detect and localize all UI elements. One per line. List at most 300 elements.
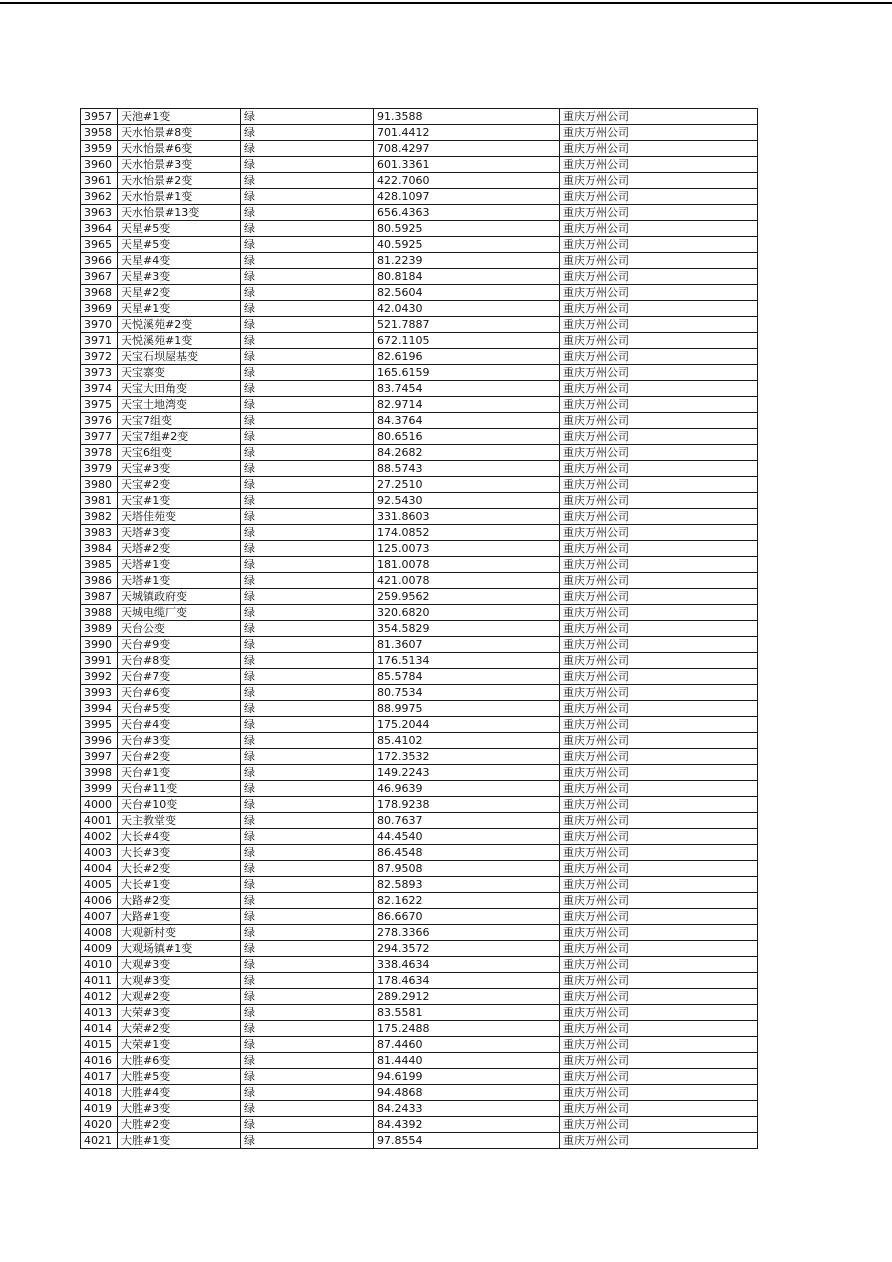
cell-value: 82.5604 (374, 285, 560, 301)
cell-company: 重庆万州公司 (560, 349, 758, 365)
table-row (81, 781, 758, 797)
cell-id: 3994 (81, 701, 118, 717)
cell-name: 大荣#1变 (118, 1037, 241, 1053)
table-row (81, 1069, 758, 1085)
cell-id: 4016 (81, 1053, 118, 1069)
cell-company: 重庆万州公司 (560, 669, 758, 685)
cell-status: 绿 (241, 397, 374, 413)
cell-status: 绿 (241, 381, 374, 397)
cell-name: 天塔#2变 (118, 541, 241, 557)
cell-id: 4008 (81, 925, 118, 941)
cell-company: 重庆万州公司 (560, 813, 758, 829)
cell-name: 天台公变 (118, 621, 241, 637)
cell-status: 绿 (241, 765, 374, 781)
cell-id: 3986 (81, 573, 118, 589)
cell-id: 3965 (81, 237, 118, 253)
cell-status: 绿 (241, 1053, 374, 1069)
cell-company: 重庆万州公司 (560, 1117, 758, 1133)
cell-name: 天城镇政府变 (118, 589, 241, 605)
cell-value: 421.0078 (374, 573, 560, 589)
cell-company: 重庆万州公司 (560, 237, 758, 253)
cell-value: 87.9508 (374, 861, 560, 877)
cell-status: 绿 (241, 1037, 374, 1053)
cell-name: 天星#5变 (118, 237, 241, 253)
cell-value: 125.0073 (374, 541, 560, 557)
cell-name: 天台#10变 (118, 797, 241, 813)
cell-id: 4004 (81, 861, 118, 877)
cell-id: 3995 (81, 717, 118, 733)
cell-id: 3974 (81, 381, 118, 397)
cell-status: 绿 (241, 429, 374, 445)
cell-company: 重庆万州公司 (560, 109, 758, 125)
table-row (81, 1037, 758, 1053)
table-row (81, 989, 758, 1005)
cell-value: 165.6159 (374, 365, 560, 381)
cell-value: 422.7060 (374, 173, 560, 189)
cell-name: 天台#4变 (118, 717, 241, 733)
cell-value: 289.2912 (374, 989, 560, 1005)
table-row (81, 1101, 758, 1117)
cell-value: 91.3588 (374, 109, 560, 125)
cell-value: 278.3366 (374, 925, 560, 941)
table-row (81, 541, 758, 557)
table-row (81, 349, 758, 365)
cell-company: 重庆万州公司 (560, 845, 758, 861)
cell-value: 81.3607 (374, 637, 560, 653)
cell-company: 重庆万州公司 (560, 493, 758, 509)
cell-value: 338.4634 (374, 957, 560, 973)
top-rule-divider (0, 2, 892, 4)
cell-company: 重庆万州公司 (560, 797, 758, 813)
cell-name: 天水怡景#13变 (118, 205, 241, 221)
cell-id: 3971 (81, 333, 118, 349)
cell-value: 80.6516 (374, 429, 560, 445)
table-row (81, 573, 758, 589)
cell-name: 大长#2变 (118, 861, 241, 877)
cell-value: 82.6196 (374, 349, 560, 365)
cell-name: 天水怡景#3变 (118, 157, 241, 173)
cell-id: 3988 (81, 605, 118, 621)
cell-name: 天星#5变 (118, 221, 241, 237)
cell-status: 绿 (241, 925, 374, 941)
cell-company: 重庆万州公司 (560, 733, 758, 749)
cell-status: 绿 (241, 205, 374, 221)
table-row (81, 957, 758, 973)
cell-name: 天台#1变 (118, 765, 241, 781)
cell-name: 天塔佳苑变 (118, 509, 241, 525)
cell-value: 174.0852 (374, 525, 560, 541)
cell-name: 天台#11变 (118, 781, 241, 797)
cell-status: 绿 (241, 637, 374, 653)
table-row (81, 461, 758, 477)
cell-status: 绿 (241, 365, 374, 381)
cell-company: 重庆万州公司 (560, 957, 758, 973)
table-row (81, 237, 758, 253)
cell-company: 重庆万州公司 (560, 781, 758, 797)
cell-company: 重庆万州公司 (560, 157, 758, 173)
cell-value: 83.5581 (374, 1005, 560, 1021)
table-row (81, 253, 758, 269)
cell-name: 大观新村变 (118, 925, 241, 941)
cell-company: 重庆万州公司 (560, 605, 758, 621)
table-row (81, 797, 758, 813)
cell-name: 天宝石坝屋基变 (118, 349, 241, 365)
cell-name: 天塔#3变 (118, 525, 241, 541)
cell-status: 绿 (241, 269, 374, 285)
cell-name: 天悦溪苑#1变 (118, 333, 241, 349)
cell-id: 4009 (81, 941, 118, 957)
table-row (81, 333, 758, 349)
cell-id: 3957 (81, 109, 118, 125)
cell-id: 4003 (81, 845, 118, 861)
cell-status: 绿 (241, 349, 374, 365)
cell-id: 3980 (81, 477, 118, 493)
table-row (81, 829, 758, 845)
cell-status: 绿 (241, 669, 374, 685)
table-row (81, 845, 758, 861)
cell-id: 3968 (81, 285, 118, 301)
cell-value: 81.2239 (374, 253, 560, 269)
cell-value: 701.4412 (374, 125, 560, 141)
cell-id: 4017 (81, 1069, 118, 1085)
cell-status: 绿 (241, 941, 374, 957)
cell-status: 绿 (241, 285, 374, 301)
cell-id: 3984 (81, 541, 118, 557)
cell-name: 天水怡景#6变 (118, 141, 241, 157)
table-row (81, 189, 758, 205)
cell-id: 3999 (81, 781, 118, 797)
table-row (81, 157, 758, 173)
cell-company: 重庆万州公司 (560, 429, 758, 445)
cell-status: 绿 (241, 701, 374, 717)
cell-status: 绿 (241, 525, 374, 541)
cell-status: 绿 (241, 605, 374, 621)
cell-name: 天星#1变 (118, 301, 241, 317)
cell-company: 重庆万州公司 (560, 861, 758, 877)
cell-company: 重庆万州公司 (560, 1053, 758, 1069)
cell-company: 重庆万州公司 (560, 941, 758, 957)
cell-status: 绿 (241, 125, 374, 141)
cell-company: 重庆万州公司 (560, 509, 758, 525)
cell-value: 40.5925 (374, 237, 560, 253)
cell-status: 绿 (241, 221, 374, 237)
cell-value: 80.7637 (374, 813, 560, 829)
cell-company: 重庆万州公司 (560, 413, 758, 429)
cell-id: 4011 (81, 973, 118, 989)
cell-id: 3992 (81, 669, 118, 685)
cell-value: 80.8184 (374, 269, 560, 285)
cell-status: 绿 (241, 749, 374, 765)
cell-name: 大长#4变 (118, 829, 241, 845)
cell-status: 绿 (241, 557, 374, 573)
cell-status: 绿 (241, 253, 374, 269)
cell-company: 重庆万州公司 (560, 525, 758, 541)
cell-id: 3990 (81, 637, 118, 653)
cell-id: 3976 (81, 413, 118, 429)
cell-company: 重庆万州公司 (560, 717, 758, 733)
cell-status: 绿 (241, 573, 374, 589)
cell-company: 重庆万州公司 (560, 477, 758, 493)
cell-name: 天台#5变 (118, 701, 241, 717)
cell-company: 重庆万州公司 (560, 557, 758, 573)
table-row (81, 509, 758, 525)
cell-value: 176.5134 (374, 653, 560, 669)
cell-name: 天宝7组#2变 (118, 429, 241, 445)
cell-name: 大胜#5变 (118, 1069, 241, 1085)
cell-company: 重庆万州公司 (560, 685, 758, 701)
cell-id: 3966 (81, 253, 118, 269)
substation-table-body (81, 109, 758, 1149)
cell-company: 重庆万州公司 (560, 621, 758, 637)
cell-company: 重庆万州公司 (560, 269, 758, 285)
table-row (81, 685, 758, 701)
cell-value: 88.5743 (374, 461, 560, 477)
table-row (81, 429, 758, 445)
table-row (81, 221, 758, 237)
cell-status: 绿 (241, 797, 374, 813)
cell-company: 重庆万州公司 (560, 205, 758, 221)
cell-value: 94.4868 (374, 1085, 560, 1101)
cell-status: 绿 (241, 109, 374, 125)
cell-value: 172.3532 (374, 749, 560, 765)
cell-id: 4013 (81, 1005, 118, 1021)
table-row (81, 925, 758, 941)
cell-company: 重庆万州公司 (560, 637, 758, 653)
cell-id: 3978 (81, 445, 118, 461)
cell-id: 3991 (81, 653, 118, 669)
table-row (81, 365, 758, 381)
cell-name: 天水怡景#8变 (118, 125, 241, 141)
table-row (81, 717, 758, 733)
cell-value: 85.5784 (374, 669, 560, 685)
cell-company: 重庆万州公司 (560, 397, 758, 413)
cell-status: 绿 (241, 973, 374, 989)
cell-company: 重庆万州公司 (560, 749, 758, 765)
cell-name: 大胜#3变 (118, 1101, 241, 1117)
cell-company: 重庆万州公司 (560, 1069, 758, 1085)
cell-company: 重庆万州公司 (560, 701, 758, 717)
cell-id: 4012 (81, 989, 118, 1005)
table-row (81, 301, 758, 317)
cell-value: 331.8603 (374, 509, 560, 525)
cell-value: 85.4102 (374, 733, 560, 749)
cell-company: 重庆万州公司 (560, 989, 758, 1005)
cell-status: 绿 (241, 1005, 374, 1021)
cell-value: 354.5829 (374, 621, 560, 637)
cell-status: 绿 (241, 157, 374, 173)
cell-id: 3961 (81, 173, 118, 189)
cell-id: 3972 (81, 349, 118, 365)
cell-value: 82.5893 (374, 877, 560, 893)
cell-name: 大长#3变 (118, 845, 241, 861)
cell-value: 672.1105 (374, 333, 560, 349)
substation-table (80, 108, 758, 1149)
table-row (81, 653, 758, 669)
cell-id: 4018 (81, 1085, 118, 1101)
cell-status: 绿 (241, 829, 374, 845)
cell-name: 大长#1变 (118, 877, 241, 893)
cell-id: 3967 (81, 269, 118, 285)
table-row (81, 125, 758, 141)
cell-name: 大荣#2变 (118, 1021, 241, 1037)
cell-name: 天星#4变 (118, 253, 241, 269)
cell-id: 3977 (81, 429, 118, 445)
cell-status: 绿 (241, 1133, 374, 1149)
table-row (81, 669, 758, 685)
cell-company: 重庆万州公司 (560, 189, 758, 205)
cell-company: 重庆万州公司 (560, 333, 758, 349)
cell-status: 绿 (241, 1117, 374, 1133)
cell-id: 3979 (81, 461, 118, 477)
table-row (81, 269, 758, 285)
cell-name: 天台#7变 (118, 669, 241, 685)
cell-name: 大观#3变 (118, 957, 241, 973)
cell-company: 重庆万州公司 (560, 301, 758, 317)
cell-name: 天宝#3变 (118, 461, 241, 477)
cell-id: 3958 (81, 125, 118, 141)
cell-name: 大胜#1变 (118, 1133, 241, 1149)
table-row (81, 637, 758, 653)
cell-name: 天宝#2变 (118, 477, 241, 493)
cell-status: 绿 (241, 845, 374, 861)
cell-id: 4014 (81, 1021, 118, 1037)
cell-name: 大荣#3变 (118, 1005, 241, 1021)
cell-status: 绿 (241, 781, 374, 797)
cell-status: 绿 (241, 877, 374, 893)
cell-name: 天宝#1变 (118, 493, 241, 509)
cell-value: 44.4540 (374, 829, 560, 845)
cell-company: 重庆万州公司 (560, 973, 758, 989)
cell-status: 绿 (241, 861, 374, 877)
cell-name: 大胜#6变 (118, 1053, 241, 1069)
cell-status: 绿 (241, 477, 374, 493)
cell-status: 绿 (241, 813, 374, 829)
cell-company: 重庆万州公司 (560, 877, 758, 893)
cell-value: 80.5925 (374, 221, 560, 237)
cell-id: 4019 (81, 1101, 118, 1117)
cell-name: 天主教堂变 (118, 813, 241, 829)
cell-company: 重庆万州公司 (560, 893, 758, 909)
cell-name: 天台#3变 (118, 733, 241, 749)
cell-status: 绿 (241, 1101, 374, 1117)
cell-company: 重庆万州公司 (560, 1005, 758, 1021)
table-row (81, 141, 758, 157)
cell-id: 4021 (81, 1133, 118, 1149)
cell-name: 天水怡景#2变 (118, 173, 241, 189)
cell-value: 656.4363 (374, 205, 560, 221)
cell-company: 重庆万州公司 (560, 285, 758, 301)
cell-id: 3981 (81, 493, 118, 509)
cell-company: 重庆万州公司 (560, 381, 758, 397)
cell-status: 绿 (241, 493, 374, 509)
table-row (81, 621, 758, 637)
cell-id: 4005 (81, 877, 118, 893)
cell-value: 175.2044 (374, 717, 560, 733)
cell-company: 重庆万州公司 (560, 1133, 758, 1149)
cell-value: 27.2510 (374, 477, 560, 493)
table-row (81, 381, 758, 397)
cell-status: 绿 (241, 909, 374, 925)
cell-value: 708.4297 (374, 141, 560, 157)
cell-id: 3962 (81, 189, 118, 205)
cell-name: 天城电缆厂变 (118, 605, 241, 621)
table-row (81, 1117, 758, 1133)
table-row (81, 1005, 758, 1021)
table-row (81, 1021, 758, 1037)
cell-id: 3989 (81, 621, 118, 637)
cell-id: 3996 (81, 733, 118, 749)
cell-status: 绿 (241, 173, 374, 189)
cell-id: 4000 (81, 797, 118, 813)
cell-status: 绿 (241, 541, 374, 557)
cell-value: 46.9639 (374, 781, 560, 797)
cell-status: 绿 (241, 1021, 374, 1037)
cell-status: 绿 (241, 445, 374, 461)
cell-status: 绿 (241, 509, 374, 525)
cell-name: 大观#2变 (118, 989, 241, 1005)
cell-status: 绿 (241, 141, 374, 157)
cell-id: 3983 (81, 525, 118, 541)
cell-id: 3982 (81, 509, 118, 525)
cell-company: 重庆万州公司 (560, 909, 758, 925)
cell-name: 天宝土地湾变 (118, 397, 241, 413)
cell-id: 4015 (81, 1037, 118, 1053)
cell-company: 重庆万州公司 (560, 141, 758, 157)
cell-value: 175.2488 (374, 1021, 560, 1037)
cell-name: 天宝大田角变 (118, 381, 241, 397)
table-row (81, 1133, 758, 1149)
table-row (81, 477, 758, 493)
cell-name: 天塔#1变 (118, 573, 241, 589)
cell-value: 294.3572 (374, 941, 560, 957)
cell-value: 259.9562 (374, 589, 560, 605)
cell-name: 大观#3变 (118, 973, 241, 989)
cell-company: 重庆万州公司 (560, 365, 758, 381)
cell-status: 绿 (241, 957, 374, 973)
cell-value: 178.9238 (374, 797, 560, 813)
cell-id: 3970 (81, 317, 118, 333)
table-row (81, 909, 758, 925)
cell-id: 3973 (81, 365, 118, 381)
cell-status: 绿 (241, 461, 374, 477)
cell-name: 天宝寨变 (118, 365, 241, 381)
table-row (81, 877, 758, 893)
cell-id: 3960 (81, 157, 118, 173)
table-row (81, 173, 758, 189)
cell-name: 天台#2变 (118, 749, 241, 765)
cell-company: 重庆万州公司 (560, 253, 758, 269)
cell-company: 重庆万州公司 (560, 765, 758, 781)
cell-value: 82.9714 (374, 397, 560, 413)
cell-value: 82.1622 (374, 893, 560, 909)
table-row (81, 973, 758, 989)
cell-id: 3975 (81, 397, 118, 413)
table-row (81, 701, 758, 717)
cell-value: 84.2433 (374, 1101, 560, 1117)
cell-id: 3963 (81, 205, 118, 221)
cell-name: 天台#9变 (118, 637, 241, 653)
cell-name: 天星#2变 (118, 285, 241, 301)
cell-id: 3969 (81, 301, 118, 317)
cell-company: 重庆万州公司 (560, 125, 758, 141)
cell-status: 绿 (241, 989, 374, 1005)
cell-status: 绿 (241, 413, 374, 429)
cell-name: 天宝6组变 (118, 445, 241, 461)
cell-status: 绿 (241, 589, 374, 605)
cell-value: 320.6820 (374, 605, 560, 621)
cell-status: 绿 (241, 333, 374, 349)
cell-value: 88.9975 (374, 701, 560, 717)
